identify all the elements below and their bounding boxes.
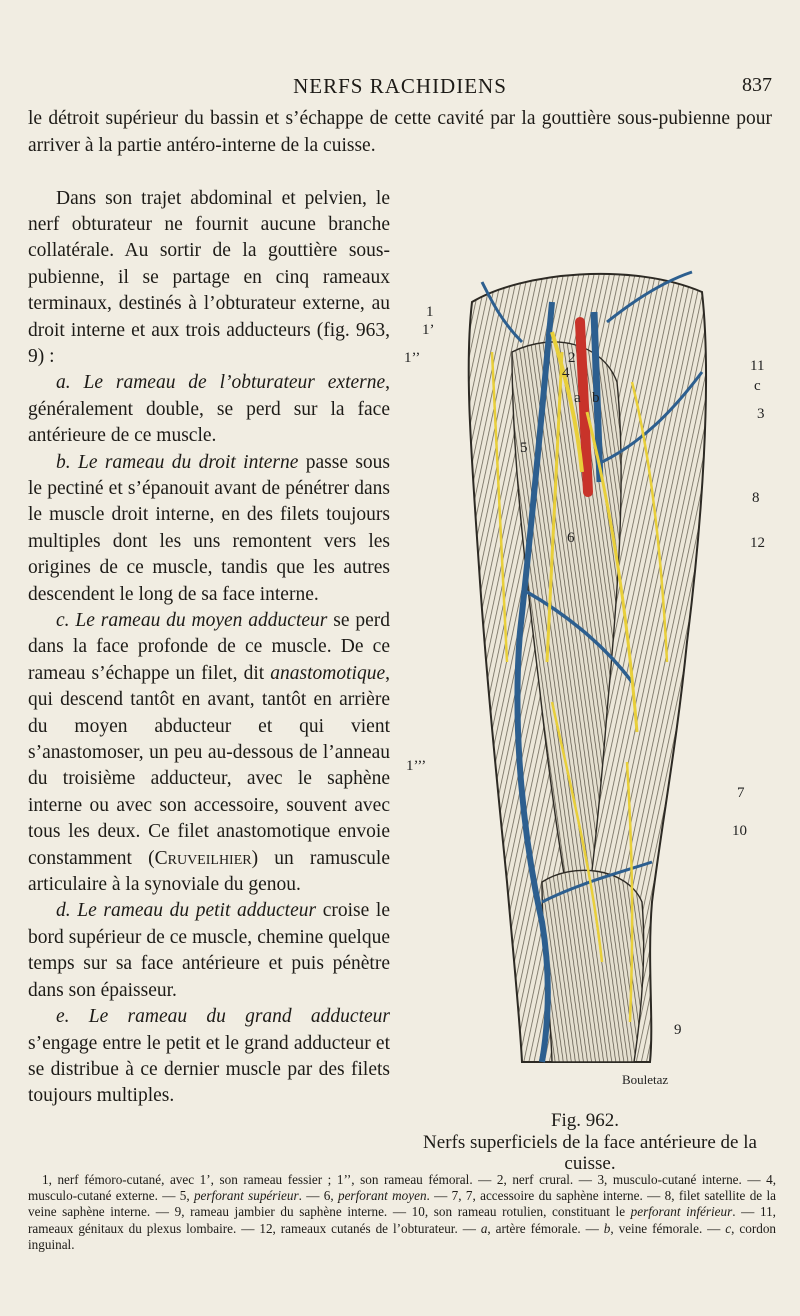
label-2: 2 bbox=[568, 350, 576, 366]
legend-perforant-inferieur: perforant inférieur bbox=[630, 1204, 733, 1220]
page-number: 837 bbox=[742, 74, 772, 96]
engraver-signature: Bouletaz bbox=[622, 1072, 669, 1087]
item-b-letter: b. bbox=[56, 451, 71, 473]
label-7: 7 bbox=[737, 785, 745, 801]
item-c-text-2: , qui descend tantôt en avant, tantôt en arrière du moyen abducteur et qui vient s’anastomoser, un peu au-dessous de l’anneau du troisième adducteur, avec le saphène interne ou avec son accessoire, souvent avec tous les deux. Ce filet anastomotique envoie constamment ( bbox=[28, 662, 390, 869]
legend-letter-a: a bbox=[480, 1220, 488, 1236]
label-1-prime: 1’ bbox=[422, 322, 435, 338]
thigh-nerves-figure bbox=[402, 262, 772, 1102]
legend-part-3: . — 7, 7, accessoire du saphène interne. — 8, filet satellite de la veine saphène interne. — 9, rameau jambier du saphène interne. — 10, son rameau rotulien, constituant le bbox=[28, 1188, 776, 1220]
item-a-letter: a. bbox=[56, 372, 71, 394]
item-e-title: Le rameau du grand adducteur bbox=[88, 1006, 390, 1028]
item-c bbox=[28, 608, 390, 898]
item-a bbox=[28, 370, 390, 449]
label-9: 9 bbox=[674, 1022, 682, 1038]
item-d bbox=[28, 898, 390, 1004]
legend-perforant-superieur: perforant supérieur bbox=[193, 1188, 299, 1204]
legend-part-1: 1, nerf fémoro-cutané, avec 1’, son rameau fessier ; 1’’, son rameau fémoral. — 2, nerf crural. — 3, musculo-cutané interne. — 4, musculo-cutané externe. — 5, bbox=[28, 1172, 776, 1204]
label-6: 6 bbox=[567, 530, 575, 546]
legend-letter-c: c bbox=[725, 1220, 732, 1236]
legend-part-4: . — 11, rameaux génitaux du plexus lombaire. — 12, rameaux cutanés de l’obturateur. — bbox=[28, 1204, 776, 1236]
label-8: 8 bbox=[752, 490, 760, 506]
left-labels bbox=[404, 304, 435, 774]
legend-part-5: , artère fémorale. — bbox=[487, 1220, 604, 1236]
label-5: 5 bbox=[520, 440, 528, 456]
item-b-title: Le rameau du droit interne bbox=[77, 451, 299, 473]
item-a-title: Le rameau de l’obturateur externe bbox=[83, 372, 386, 394]
legend-perforant-moyen: perforant moyen bbox=[337, 1188, 427, 1204]
item-e bbox=[28, 1004, 390, 1110]
label-1-triple-prime: 1’’’ bbox=[406, 758, 427, 774]
running-title: NERFS RACHIDIENS bbox=[293, 74, 507, 98]
item-c-text-3: ) un ramuscule articulaire à la synoviale du genou. bbox=[28, 847, 390, 896]
item-c-title: Le rameau du moyen adducteur bbox=[75, 610, 328, 631]
legend-part-6: , veine fémorale. — bbox=[610, 1220, 726, 1236]
label-a: a bbox=[574, 390, 581, 406]
label-10: 10 bbox=[732, 823, 747, 839]
item-c-term: anastomotique bbox=[270, 662, 386, 684]
label-1: 1 bbox=[426, 304, 434, 320]
item-a-text: , généralement double, se perd sur la face antérieure de ce muscle. bbox=[28, 372, 391, 447]
body-column bbox=[28, 186, 390, 1110]
page-header bbox=[0, 74, 800, 104]
label-12: 12 bbox=[750, 535, 765, 551]
item-b-text: passe sous le pectiné et s’épanouit avant de pénétrer dans le muscle droit interne, en des filets toujours multiples dont les uns remontent vers les origines de ce muscle, tandis que les autres descendent le long de sa face interne. bbox=[28, 451, 391, 605]
item-d-text: croise le bord supérieur de ce muscle, chemine quelque temps sur sa face antérieure et puis pénètre dans son épaisseur. bbox=[28, 900, 390, 1001]
figure-title: Nerfs superficiels de la face antérieure de la cuisse. bbox=[423, 1132, 757, 1174]
item-d-title: Le rameau du petit adducteur bbox=[77, 900, 317, 922]
label-c: c bbox=[754, 378, 761, 394]
label-11: 11 bbox=[750, 358, 765, 374]
author-name: Cruveilhier bbox=[154, 847, 252, 869]
label-b: b bbox=[592, 390, 600, 406]
item-c-letter: c. bbox=[56, 610, 70, 631]
legend-letter-b: b bbox=[603, 1220, 611, 1236]
figure-number: Fig. 962. bbox=[550, 1110, 620, 1131]
label-3: 3 bbox=[757, 406, 765, 422]
legend-part-2: . — 6, bbox=[298, 1188, 338, 1204]
paragraph-2: Dans son trajet abdominal et pelvien, le nerf obturateur ne fournit aucune branche collatérale. Au sortir de la gouttière sous-pubienne, il se partage en cinq rameaux terminaux, destinés à l’obturateur externe, au droit interne et aux trois adducteurs (fig. 963, 9) : bbox=[28, 187, 390, 367]
legend-paragraph bbox=[28, 1172, 776, 1253]
label-4: 4 bbox=[562, 365, 570, 381]
legend-part-7: , cordon inguinal. bbox=[28, 1220, 777, 1252]
figure-legend bbox=[28, 1172, 776, 1253]
item-e-text: s’engage entre le petit et le grand adducteur et se distribue à ce dernier muscle par des filets toujours multiples. bbox=[28, 1032, 390, 1107]
paragraph-1: le détroit supérieur du bassin et s’échappe de cette cavité par la gouttière sous-pubienne pour arriver à la partie antéro-interne de la cuisse. bbox=[28, 108, 772, 156]
item-c-text-1: se perd dans la face profonde de ce muscle. De ce rameau s’échappe un filet, dit bbox=[28, 610, 390, 684]
item-d-letter: d. bbox=[56, 900, 71, 922]
item-b bbox=[28, 450, 390, 608]
anatomical-illustration bbox=[402, 262, 772, 1102]
label-1-double-prime: 1’’ bbox=[404, 350, 421, 366]
intro-text bbox=[28, 106, 772, 159]
item-e-letter: e. bbox=[56, 1006, 70, 1028]
